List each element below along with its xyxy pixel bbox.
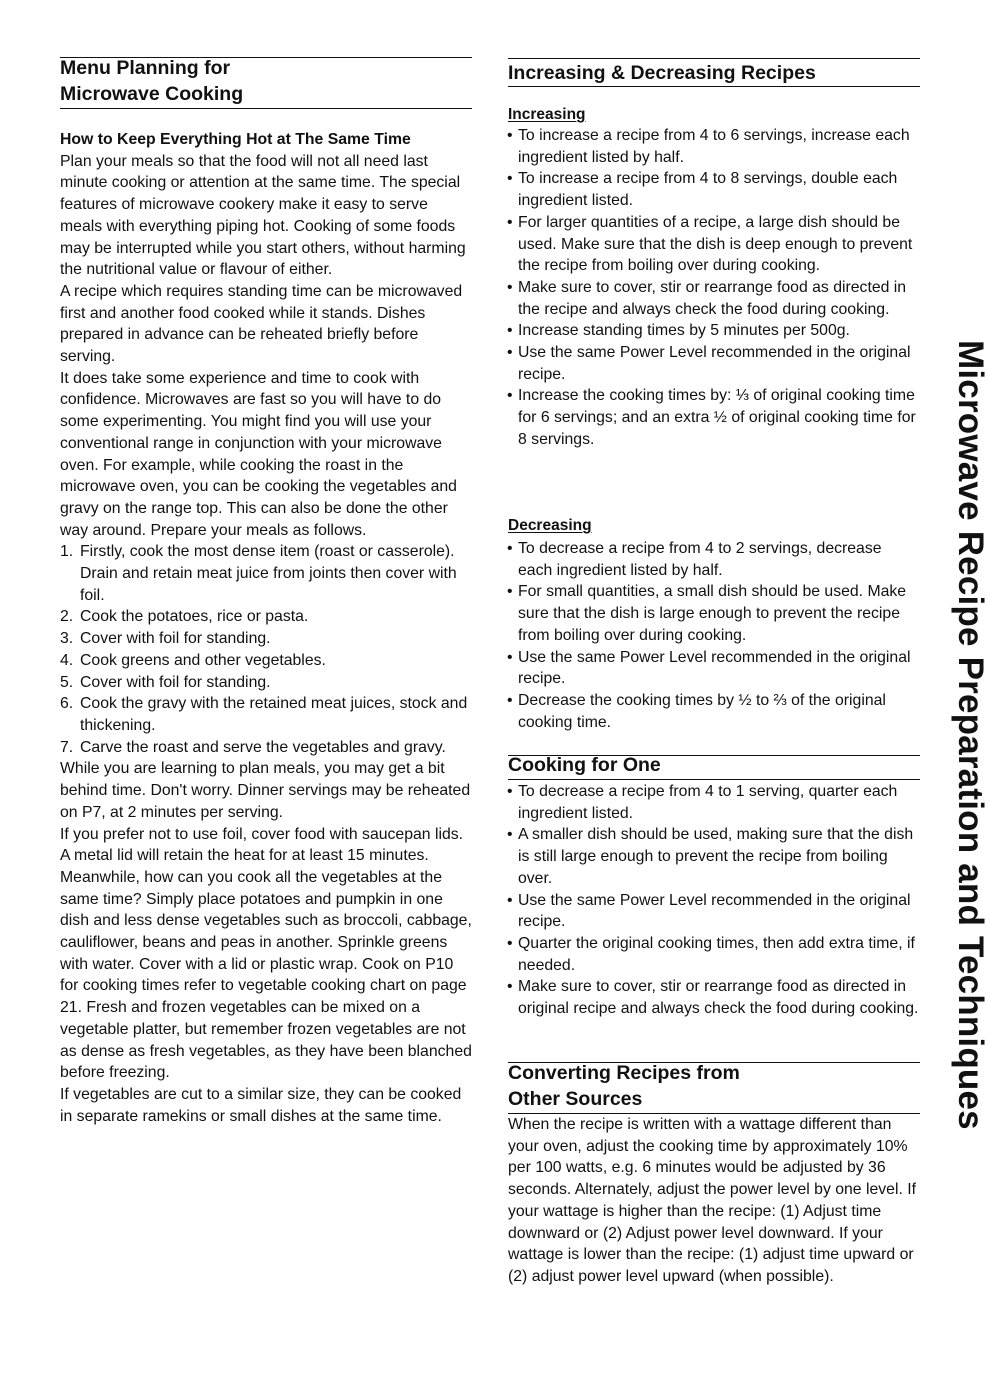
menu-planning-heading-line2: Microwave Cooking <box>60 83 244 105</box>
list-item: • Use the same Power Level recommended in the original recipe. <box>508 647 920 690</box>
list-item: • Increase standing times by 5 minutes per 500g. <box>508 320 920 342</box>
list-item: 3. Cover with foil for standing. <box>60 630 271 648</box>
meal-steps-list <box>60 541 472 758</box>
list-item: 5. Cover with foil for standing. <box>60 673 271 691</box>
cooking-for-one-heading: Cooking for One <box>508 754 661 776</box>
keep-hot-subheading: How to Keep Everything Hot at The Same Time <box>60 131 411 148</box>
list-item: • Make sure to cover, stir or rearrange food as directed in original recipe and always check the food during cooking. <box>508 976 920 1019</box>
list-item: • A smaller dish should be used, making sure that the dish is still large enough to prevent the recipe from boiling over. <box>508 824 920 889</box>
paragraph: When the recipe is written with a wattage different than your oven, adjust the cooking time by approximately 10% per 100 watts, e.g. 6 minutes would be adjusted by 36 seconds. Alternately, adjust the power level by one level. If your wattage is higher than the recipe: (1) Adjust time downward or (2) Adjust power level downward. If your wattage is lower than the recipe: (1) adjust time upward or (2) adjust power level upward (when possible). <box>508 1116 917 1285</box>
list-item: 6. Cook the gravy with the retained meat juices, stock and thickening. <box>60 695 468 734</box>
heading-rule-bottom <box>508 779 920 780</box>
list-item: • To increase a recipe from 4 to 6 servings, increase each ingredient listed by half. <box>508 125 920 168</box>
menu-planning-body <box>60 129 472 1127</box>
heading-rule-bottom <box>60 108 472 109</box>
paragraph: Plan your meals so that the food will not all need last minute cooking or attention at the same time. The special features of microwave cookery make it easy to serve meals with everything piping hot. Cooking of some foods may be interrupted while you start others, without harming the nutritional value or flavour of either. <box>60 152 466 279</box>
list-item: 2. Cook the potatoes, rice or pasta. <box>60 608 309 626</box>
decreasing-subheading: Decreasing <box>508 517 592 534</box>
list-item: • Use the same Power Level recommended in the original recipe. <box>508 890 920 933</box>
side-tab-title: Microwave Recipe Preparation and Techniques <box>951 340 990 1130</box>
increasing-list-block <box>508 125 920 451</box>
list-item: • Make sure to cover, stir or rearrange food as directed in the recipe and always check the food during cooking. <box>508 277 920 320</box>
list-item: • To decrease a recipe from 4 to 1 serving, quarter each ingredient listed. <box>508 781 920 824</box>
decreasing-list <box>508 538 920 733</box>
list-item: • For larger quantities of a recipe, a large dish should be used. Make sure that the dish is deep enough to prevent the recipe from boiling over during cooking. <box>508 212 920 277</box>
paragraph: A recipe which requires standing time can be microwaved first and another food cooked while it stands. Dishes prepared in advance can be reheated briefly before serving. <box>60 282 463 366</box>
list-item: 4. Cook greens and other vegetables. <box>60 651 326 669</box>
increasing-list <box>508 125 920 451</box>
cooking-for-one-list <box>508 781 920 1020</box>
converting-heading-line2: Other Sources <box>508 1088 643 1110</box>
converting-heading-line1: Converting Recipes from <box>508 1062 740 1084</box>
menu-planning-heading-line1: Menu Planning for <box>60 57 231 79</box>
paragraph: It does take some experience and time to cook with confidence. Microwaves are fast so you will have to do some experimenting. You might find you will use your conventional range in conjunction with your microwave oven. For example, while cooking the roast in the microwave oven, you can be cooking the vegetables and gravy on the range top. This can also be done the other way around. Prepare your meals as follows. <box>60 369 457 539</box>
heading-rule-bottom <box>508 86 920 87</box>
decreasing-list-block <box>508 538 920 733</box>
list-item: 7. Carve the roast and serve the vegetables and gravy. <box>60 738 446 756</box>
list-item: • Quarter the original cooking times, then add extra time, if needed. <box>508 933 920 976</box>
paragraph: While you are learning to plan meals, you may get a bit behind time. Don't worry. Dinner servings may be reheated on P7, at 2 minutes per serving. <box>60 760 471 821</box>
list-item: • Decrease the cooking times by ½ to ⅔ of the original cooking time. <box>508 690 920 733</box>
increasing-subheading: Increasing <box>508 106 586 123</box>
list-item: • For small quantities, a small dish should be used. Make sure that the dish is large enough to prevent the recipe from boiling over during cooking. <box>508 581 920 646</box>
paragraph: Meanwhile, how can you cook all the vegetables at the same time? Simply place potatoes and pumpkin in one dish and less dense vegetables such as broccoli, cabbage, cauliflower, beans and peas in another. Sprinkle greens with water. Cover with a lid or plastic wrap. Cook on P10 for cooking times refer to vegetable cooking chart on page 21. Fresh and frozen vegetables can be mixed on a vegetable platter, but remember frozen vegetables are not as dense as fresh vegetables, as they have been blanched before freezing. <box>60 868 472 1082</box>
list-item: • To decrease a recipe from 4 to 2 servings, decrease each ingredient listed by half. <box>508 538 920 581</box>
paragraph: If you prefer not to use foil, cover food with saucepan lids. A metal lid will retain the heat for at least 15 minutes. <box>60 825 464 865</box>
side-tab <box>951 340 990 1340</box>
list-item: 1. Firstly, cook the most dense item (roast or casserole). Drain and retain meat juice from joints then cover with foil. <box>60 543 457 604</box>
increasing-decreasing-heading: Increasing & Decreasing Recipes <box>508 62 816 84</box>
heading-rule-top <box>508 58 920 59</box>
converting-body <box>508 1114 920 1288</box>
list-item: • Increase the cooking times by: ⅓ of original cooking time for 6 servings; and an extra ½ of original cooking time for 8 servings. <box>508 385 920 450</box>
list-item: • To increase a recipe from 4 to 8 servings, double each ingredient listed. <box>508 168 920 211</box>
paragraph: If vegetables are cut to a similar size, they can be cooked in separate ramekins or small dishes at the same time. <box>60 1085 462 1125</box>
list-item: • Use the same Power Level recommended in the original recipe. <box>508 342 920 385</box>
cooking-for-one-block <box>508 781 920 1020</box>
